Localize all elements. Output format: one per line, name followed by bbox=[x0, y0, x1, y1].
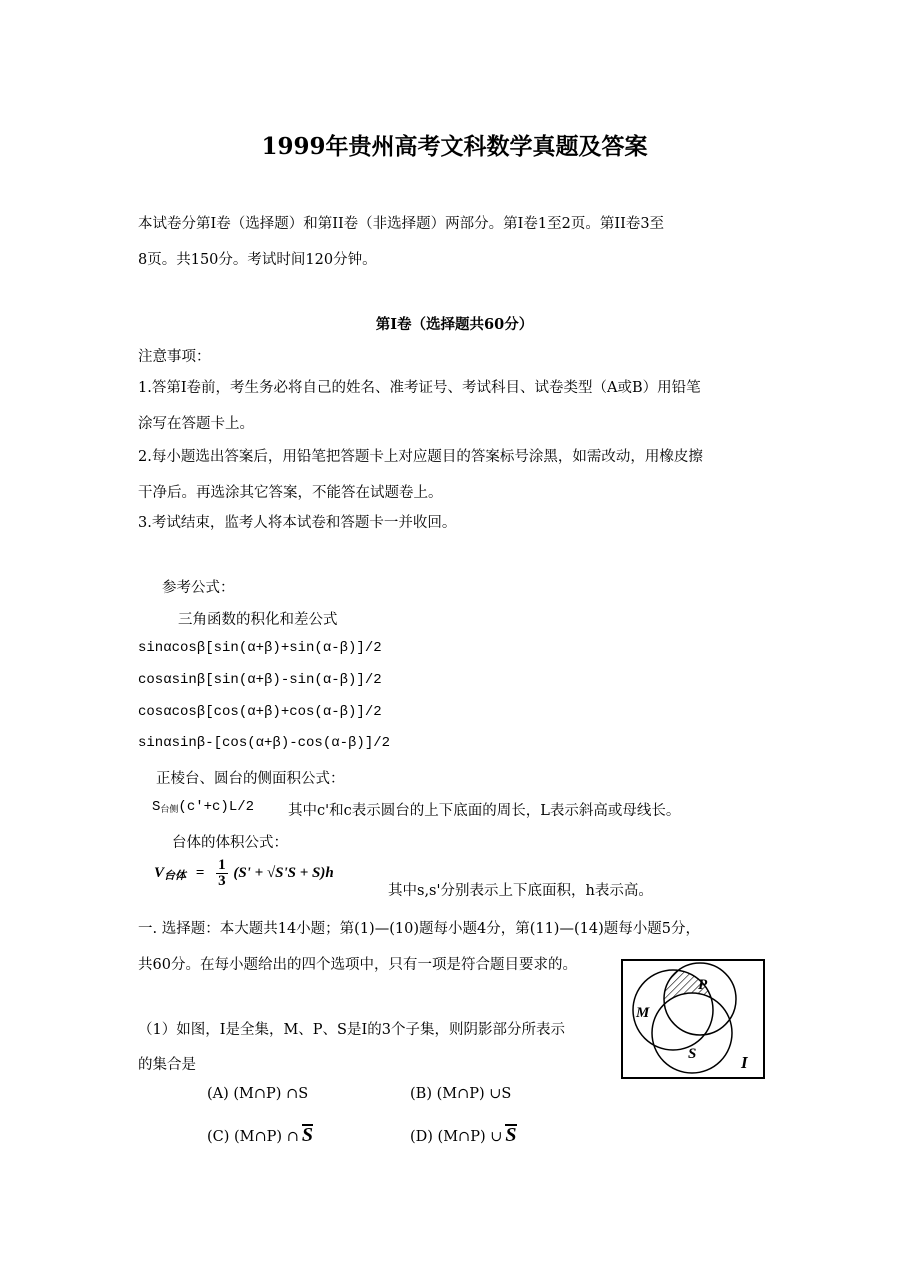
volume-fraction-denominator: 3 bbox=[218, 873, 226, 889]
notes-heading: 注意事项： bbox=[138, 349, 211, 365]
complement-s-c: S bbox=[301, 1124, 313, 1146]
volume-heading: 台体的体积公式： bbox=[172, 835, 288, 851]
lateral-S: S bbox=[152, 799, 161, 815]
trig-formula-4: sinαsinβ-[cos(α+β)-cos(α-β)]/2 bbox=[138, 735, 391, 751]
label-p: P bbox=[698, 977, 708, 993]
complement-s-d: S bbox=[505, 1124, 517, 1146]
option-c bbox=[207, 1124, 313, 1145]
volume-note: 其中s,s'分别表示上下底面积，h表示高。 bbox=[388, 883, 653, 899]
volume-subscript: 台体 bbox=[164, 869, 187, 882]
note-1-line-1: 1.答第I卷前，考生务必将自己的姓名、准考证号、考试科目、试卷类型（A或B）用铅笔 bbox=[138, 380, 701, 396]
option-c-text: (C) (M∩P) ∩ bbox=[207, 1129, 299, 1145]
volume-fraction-numerator: 1 bbox=[218, 857, 226, 873]
note-2-line-2: 干净后。再选涂其它答案，不能答在试题卷上。 bbox=[138, 485, 443, 501]
intro-line-1: 本试卷分第I卷（选择题）和第II卷（非选择题）两部分。第I卷1至2页。第II卷3至 bbox=[138, 216, 665, 232]
option-d-text: (D) (M∩P) ∪ bbox=[410, 1129, 503, 1145]
reference-heading: 参考公式： bbox=[162, 580, 235, 596]
volume-fraction bbox=[216, 858, 228, 889]
option-b: (B) (M∩P) ∪S bbox=[410, 1086, 512, 1102]
trig-heading: 三角函数的积化和差公式 bbox=[178, 612, 338, 628]
label-s: S bbox=[688, 1046, 697, 1062]
part1-line-2: 共60分。在每小题给出的四个选项中，只有一项是符合题目要求的。 bbox=[138, 957, 577, 973]
lateral-expression: (c'+c)L/2 bbox=[178, 799, 255, 815]
page-title: 1999年贵州高考文科数学真题及答案 bbox=[261, 133, 648, 160]
intro-line-2: 8页。共150分。考试时间120分钟。 bbox=[138, 252, 377, 268]
question-1-stem-line-1: （1）如图，I是全集，M、P、S是I的3个子集，则阴影部分所表示 bbox=[138, 1022, 565, 1038]
volume-equals: = bbox=[195, 864, 205, 881]
label-i: I bbox=[741, 1053, 748, 1072]
option-d bbox=[410, 1124, 517, 1145]
trig-formula-1: sinαcosβ[sin(α+β)+sin(α-β)]/2 bbox=[138, 640, 382, 656]
note-1-line-2: 涂写在答题卡上。 bbox=[138, 416, 254, 432]
lateral-subscript: 台侧 bbox=[160, 805, 179, 815]
note-2-line-1: 2.每小题选出答案后，用铅笔把答题卡上对应题目的答案标号涂黑，如需改动，用橡皮擦 bbox=[138, 449, 703, 465]
venn-diagram bbox=[620, 958, 766, 1080]
lateral-heading: 正棱台、圆台的侧面积公式： bbox=[156, 771, 345, 787]
lateral-note: 其中c'和c表示圆台的上下底面的周长，L表示斜高或母线长。 bbox=[288, 803, 681, 819]
question-1-stem-line-2: 的集合是 bbox=[138, 1057, 196, 1073]
volume-V: V bbox=[154, 864, 165, 881]
note-3: 3.考试结束，监考人将本试卷和答题卡一并收回。 bbox=[138, 515, 457, 531]
trig-formula-3: cosαcosβ[cos(α+β)+cos(α-β)]/2 bbox=[138, 704, 382, 720]
volume-formula bbox=[154, 858, 334, 889]
label-m: M bbox=[636, 1005, 650, 1021]
lateral-formula bbox=[152, 799, 254, 815]
option-a: (A) (M∩P) ∩S bbox=[207, 1086, 309, 1102]
part1-line-1: 一. 选择题：本大题共14小题；第(1)—(10)题每小题4分，第(11)—(14)题每小题5分， bbox=[138, 921, 700, 937]
trig-formula-2: cosαsinβ[sin(α+β)-sin(α-β)]/2 bbox=[138, 672, 382, 688]
section-title: 第I卷（选择题共60分） bbox=[375, 316, 534, 333]
volume-body: (S' + √S'S + S)h bbox=[233, 864, 334, 881]
